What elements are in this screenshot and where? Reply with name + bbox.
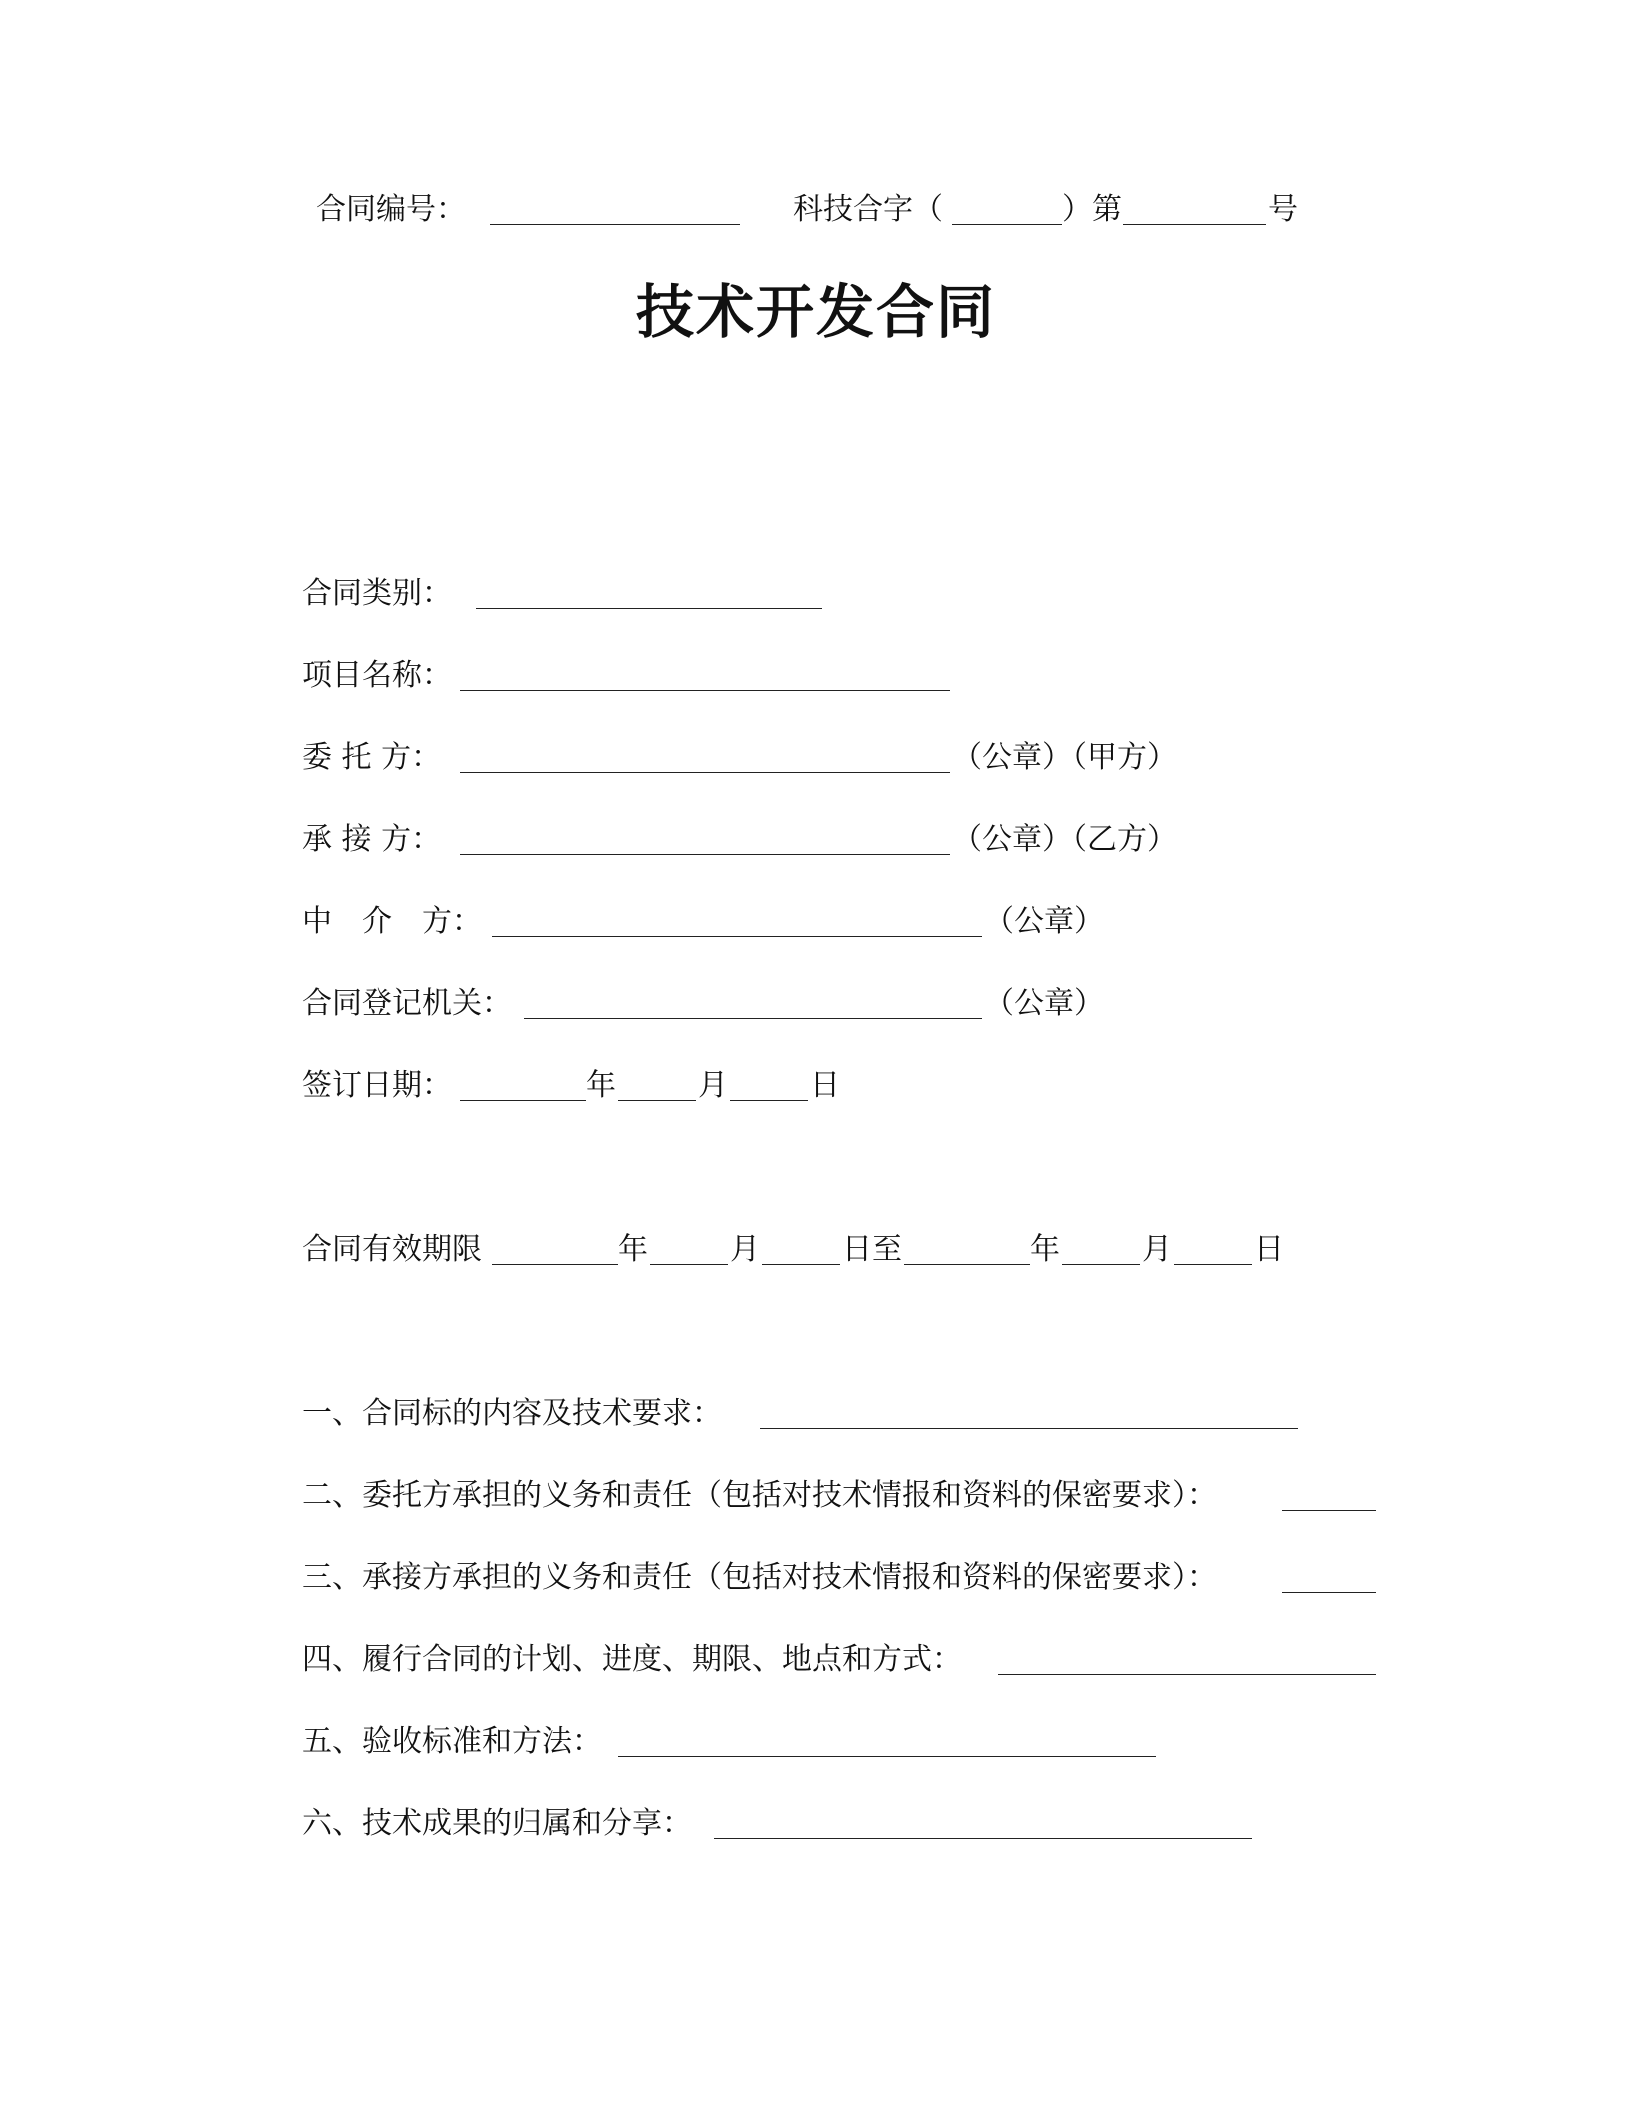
validity-end-year-blank (904, 1264, 1030, 1265)
kejihezi-blank (952, 224, 1062, 225)
intermediary-seal-label: （公章） (984, 904, 1104, 939)
serial-number-blank (1123, 224, 1266, 225)
validity-start-day-to-label: 日至 (842, 1232, 902, 1267)
validity-label: 合同有效期限 (302, 1232, 482, 1267)
validity-start-day-blank (762, 1264, 840, 1265)
clause-3-label: 三、承接方承担的义务和责任（包括对技术情报和资料的保密要求）： (302, 1560, 1217, 1595)
validity-start-year-blank (492, 1264, 618, 1265)
sign-month-blank (618, 1100, 696, 1101)
client-seal-label: （公章）（甲方） (952, 740, 1177, 775)
sign-year-label: 年 (586, 1068, 616, 1103)
clause-5-label: 五、验收标准和方法： (302, 1724, 602, 1759)
sign-date-label: 签订日期： (302, 1068, 452, 1103)
clause-2-blank (1282, 1510, 1376, 1511)
clause-4-label: 四、履行合同的计划、进度、期限、地点和方式： (302, 1642, 962, 1677)
clause-5-blank (618, 1756, 1156, 1757)
sign-month-label: 月 (698, 1068, 728, 1103)
client-label: 委 托 方： (302, 740, 442, 775)
registration-authority-label: 合同登记机关： (302, 986, 512, 1021)
validity-end-day-blank (1174, 1264, 1252, 1265)
validity-end-month-label: 月 (1142, 1232, 1172, 1267)
project-name-label: 项目名称： (302, 658, 452, 693)
contract-type-label: 合同类别： (302, 576, 452, 611)
validity-end-month-blank (1062, 1264, 1140, 1265)
contract-number-label: 合同编号： (316, 192, 466, 227)
contract-type-blank (476, 608, 822, 609)
clause-3-blank (1282, 1592, 1376, 1593)
validity-end-year-label: 年 (1030, 1232, 1060, 1267)
validity-start-month-label: 月 (730, 1232, 760, 1267)
clause-1-blank (760, 1428, 1298, 1429)
registration-seal-label: （公章） (984, 986, 1104, 1021)
hao-label: 号 (1268, 192, 1298, 227)
clause-2-label: 二、委托方承担的义务和责任（包括对技术情报和资料的保密要求）： (302, 1478, 1217, 1513)
validity-end-day-label: 日 (1254, 1232, 1284, 1267)
contractor-seal-label: （公章）（乙方） (952, 822, 1177, 857)
clause-6-label: 六、技术成果的归属和分享： (302, 1806, 692, 1841)
contract-number-blank (490, 224, 740, 225)
intermediary-label: 中 介 方： (302, 904, 482, 939)
kejihezi-close-label: ）第 (1062, 192, 1122, 227)
document-title: 技术开发合同 (635, 278, 996, 346)
clause-6-blank (714, 1838, 1252, 1839)
project-name-blank (460, 690, 950, 691)
sign-year-blank (460, 1100, 586, 1101)
contractor-blank (460, 854, 950, 855)
validity-start-month-blank (650, 1264, 728, 1265)
sign-day-blank (730, 1100, 808, 1101)
client-blank (460, 772, 950, 773)
clause-4-blank (998, 1674, 1376, 1675)
clause-1-label: 一、合同标的内容及技术要求： (302, 1396, 722, 1431)
sign-day-label: 日 (810, 1068, 840, 1103)
intermediary-blank (492, 936, 982, 937)
contractor-label: 承 接 方： (302, 822, 442, 857)
validity-start-year-label: 年 (618, 1232, 648, 1267)
registration-authority-blank (524, 1018, 982, 1019)
kejihezi-label: 科技合字（ (793, 192, 943, 227)
